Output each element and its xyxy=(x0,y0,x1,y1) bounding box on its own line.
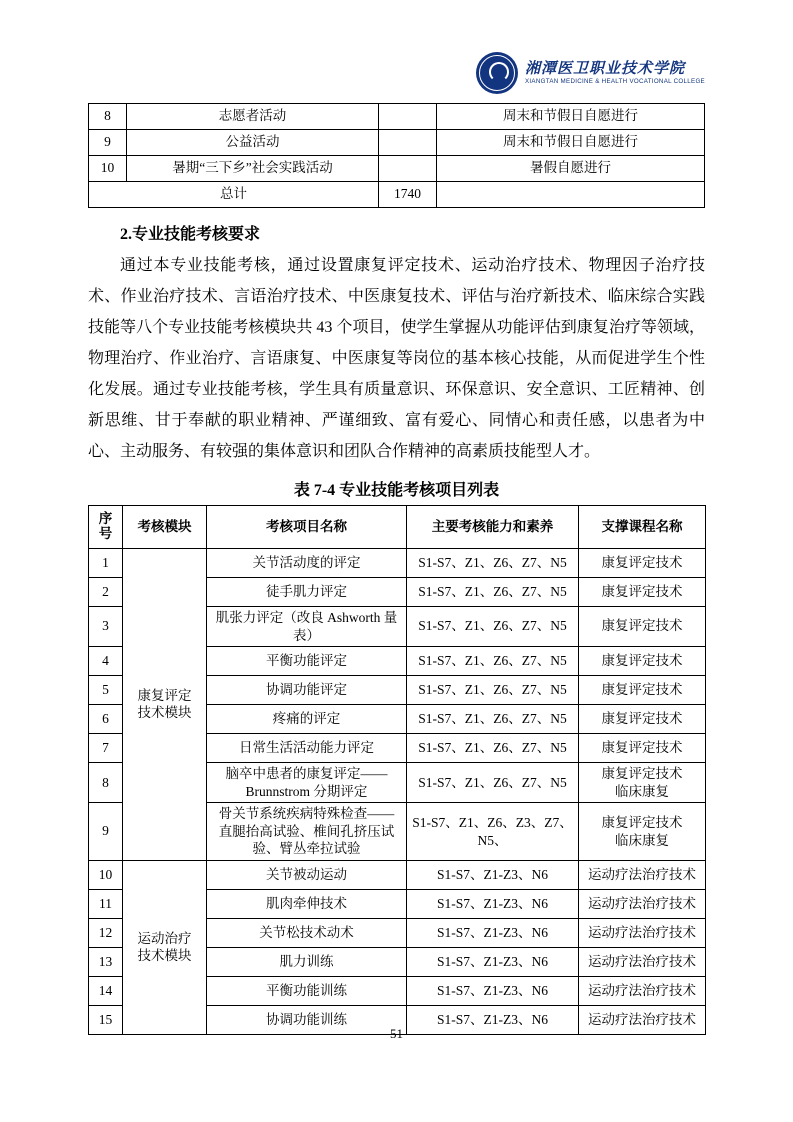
cell-item: 骨关节系统疾病特殊检查—— 直腿抬高试验、椎间孔挤压试 验、臂丛牵拉试验 xyxy=(207,803,407,861)
cell-item: 平衡功能评定 xyxy=(207,647,407,676)
table-row xyxy=(89,156,705,182)
cell-index: 8 xyxy=(89,104,127,130)
college-logo-text xyxy=(525,61,705,85)
table-row xyxy=(89,130,705,156)
cell-index: 11 xyxy=(89,889,123,918)
cell-index: 5 xyxy=(89,676,123,705)
cell-note: 周末和节假日自愿进行 xyxy=(437,130,705,156)
cell-item: 肌张力评定（改良 Ashworth 量 表） xyxy=(207,607,407,647)
header-course: 支撑课程名称 xyxy=(579,506,706,549)
cell-ability: S1-S7、Z1、Z6、Z7、N5 xyxy=(407,647,579,676)
cell-ability: S1-S7、Z1-Z3、N6 xyxy=(407,889,579,918)
cell-item: 肌肉牵伸技术 xyxy=(207,889,407,918)
cell-item: 脑卒中患者的康复评定—— Brunnstrom 分期评定 xyxy=(207,763,407,803)
cell-index: 12 xyxy=(89,918,123,947)
cell-course: 运动疗法治疗技术 xyxy=(579,1005,706,1034)
practice-activities-table-wrapper xyxy=(88,103,705,208)
cell-course: 康复评定技术 临床康复 xyxy=(579,763,706,803)
cell-index: 8 xyxy=(89,763,123,803)
cell-index: 10 xyxy=(89,860,123,889)
cell-course: 运动疗法治疗技术 xyxy=(579,889,706,918)
cell-item: 日常生活活动能力评定 xyxy=(207,734,407,763)
cell-index: 3 xyxy=(89,607,123,647)
cell-ability: S1-S7、Z1-Z3、N6 xyxy=(407,947,579,976)
section-heading: 2.专业技能考核要求 xyxy=(120,226,261,243)
cell-hours xyxy=(379,130,437,156)
cell-course: 康复评定技术 xyxy=(579,676,706,705)
cell-ability: S1-S7、Z1、Z6、Z7、N5 xyxy=(407,578,579,607)
table-header-row xyxy=(89,506,706,549)
cell-course: 康复评定技术 xyxy=(579,734,706,763)
cell-course: 运动疗法治疗技术 xyxy=(579,860,706,889)
cell-ability: S1-S7、Z1、Z6、Z7、N5 xyxy=(407,734,579,763)
cell-index: 10 xyxy=(89,156,127,182)
cell-ability: S1-S7、Z1、Z6、Z7、N5 xyxy=(407,676,579,705)
cell-item: 关节松技术动术 xyxy=(207,918,407,947)
college-seal-icon xyxy=(476,52,518,94)
cell-index: 2 xyxy=(89,578,123,607)
cell-name: 暑期“三下乡”社会实践活动 xyxy=(127,156,379,182)
college-name-cn: 湘潭医卫职业技术学院 xyxy=(524,60,685,77)
cell-index: 14 xyxy=(89,976,123,1005)
cell-course: 运动疗法治疗技术 xyxy=(579,947,706,976)
cell-name: 公益活动 xyxy=(127,130,379,156)
college-name-en: XIANGTAN MEDICINE & HEALTH VOCATIONAL COLLEGE xyxy=(524,78,705,86)
cell-course: 康复评定技术 xyxy=(579,578,706,607)
cell-total-hours: 1740 xyxy=(379,182,437,208)
cell-index: 7 xyxy=(89,734,123,763)
cell-item: 关节活动度的评定 xyxy=(207,549,407,578)
cell-ability: S1-S7、Z1、Z6、Z7、N5 xyxy=(407,763,579,803)
cell-item: 协调功能评定 xyxy=(207,676,407,705)
header-item: 考核项目名称 xyxy=(207,506,407,549)
cell-module: 康复评定 技术模块 xyxy=(123,549,207,861)
cell-course: 康复评定技术 临床康复 xyxy=(579,803,706,861)
cell-index: 6 xyxy=(89,705,123,734)
college-logo xyxy=(476,52,705,94)
cell-course: 康复评定技术 xyxy=(579,607,706,647)
cell-index: 13 xyxy=(89,947,123,976)
cell-ability: S1-S7、Z1-Z3、N6 xyxy=(407,860,579,889)
cell-index: 4 xyxy=(89,647,123,676)
cell-module: 运动治疗 技术模块 xyxy=(123,860,207,1034)
cell-course: 运动疗法治疗技术 xyxy=(579,976,706,1005)
cell-course: 康复评定技术 xyxy=(579,647,706,676)
header-module: 考核模块 xyxy=(123,506,207,549)
cell-hours xyxy=(379,156,437,182)
cell-item: 关节被动运动 xyxy=(207,860,407,889)
cell-ability: S1-S7、Z1-Z3、N6 xyxy=(407,976,579,1005)
page-number: 51 xyxy=(390,1026,403,1041)
cell-ability: S1-S7、Z1、Z6、Z3、Z7、 N5、 xyxy=(407,803,579,861)
cell-index: 1 xyxy=(89,549,123,578)
cell-ability: S1-S7、Z1-Z3、N6 xyxy=(407,918,579,947)
cell-hours xyxy=(379,104,437,130)
cell-index: 9 xyxy=(89,130,127,156)
cell-note: 暑假自愿进行 xyxy=(437,156,705,182)
cell-item: 肌力训练 xyxy=(207,947,407,976)
cell-note: 周末和节假日自愿进行 xyxy=(437,104,705,130)
document-body xyxy=(88,195,705,1035)
cell-item: 疼痛的评定 xyxy=(207,705,407,734)
cell-course: 康复评定技术 xyxy=(579,549,706,578)
practice-activities-table xyxy=(88,103,705,208)
cell-index: 15 xyxy=(89,1005,123,1034)
cell-ability: S1-S7、Z1-Z3、N6 xyxy=(407,1005,579,1034)
cell-index: 9 xyxy=(89,803,123,861)
skill-assessment-table xyxy=(88,505,706,1035)
table-row xyxy=(89,104,705,130)
cell-total-label: 总计 xyxy=(89,182,379,208)
table-caption: 表 7-4 专业技能考核项目列表 xyxy=(293,482,500,499)
table-row xyxy=(89,549,706,578)
cell-ability: S1-S7、Z1、Z6、Z7、N5 xyxy=(407,705,579,734)
cell-item: 徒手肌力评定 xyxy=(207,578,407,607)
cell-ability: S1-S7、Z1、Z6、Z7、N5 xyxy=(407,549,579,578)
cell-name: 志愿者活动 xyxy=(127,104,379,130)
cell-course: 康复评定技术 xyxy=(579,705,706,734)
table-row xyxy=(89,860,706,889)
section-paragraph: 通过本专业技能考核，通过设置康复评定技术、运动治疗技术、物理因子治疗技术、作业治疗技术、言语治疗技术、中医康复技术、评估与治疗新技术、临床综合实践技能等八个专业技能考核模块共 43 个项目，使学生掌握从功能评估到康复治疗等领域，物理治疗、作业治疗、言语康复、中医康复等岗位的基本核心技能，从而促进学生个性化发展。通过专业技能考核，学生具有质量意识、环保意识、安全意识、工匠精神、创新思维、甘于奉献的职业精神、严谨细致、富有爱心、同情心和责任感，以患者为中心、主动服务、有较强的集体意识和团队合作精神的高素质技能型人才。 xyxy=(88,257,705,460)
header-ability: 主要考核能力和素养 xyxy=(407,506,579,549)
header-index: 序 号 xyxy=(89,506,123,549)
cell-ability: S1-S7、Z1、Z6、Z7、N5 xyxy=(407,607,579,647)
cell-item: 平衡功能训练 xyxy=(207,976,407,1005)
cell-item: 协调功能训练 xyxy=(207,1005,407,1034)
cell-course: 运动疗法治疗技术 xyxy=(579,918,706,947)
